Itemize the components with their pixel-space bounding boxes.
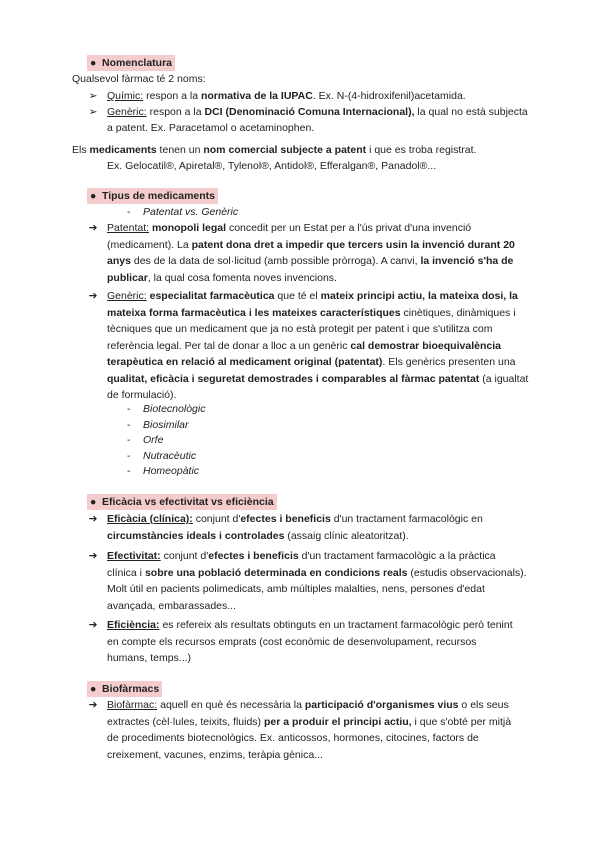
bullet-icon: ● bbox=[90, 683, 97, 695]
dash-icon: - bbox=[127, 419, 131, 431]
generic-paragraph: Genèric: especialitat farmacèutica que té el mateix principi actiu, la mateixa dosi, la mateixa forma farmacèutica i les mateixes característiques cinètiques, dinàmiques i tècniques que un medicament que ja no està protegit per patent i que s'utilitza com referència legal. Per tal de donar a lloc a un genèric cal demostrar bioequivalència terapèutica en relació al medicament original (patentat). Els genèrics presenten una qualitat, eficàcia i seguretat demostrades i comparables al fàrmac patentat (a igualtat de formulació). bbox=[107, 290, 529, 401]
tipus-subtitle: Patentat vs. Genèric bbox=[143, 206, 239, 218]
arrow-right-icon: ➔ bbox=[88, 619, 98, 631]
bullet-icon: ● bbox=[90, 190, 97, 202]
nomenclatura-intro: Qualsevol fàrmac té 2 noms: bbox=[72, 73, 206, 85]
dash-icon: - bbox=[127, 434, 131, 446]
section-heading-eficacia: ● Eficàcia vs efectivitat vs eficiència bbox=[87, 494, 277, 510]
arrow-right-icon: ➔ bbox=[88, 550, 98, 562]
list-item: Orfe bbox=[143, 434, 164, 446]
patentat-paragraph: Patentat: monopoli legal concedit per un Estat per a l'ús privat d'una invenció (medicament). La patent dona dret a impedir que tercers usin la invenció durant 20 anys des de la data de sol·licitud (amb possible pròrroga). A canvi, la invenció s'ha de publicar, la qual cosa fomenta noves invencions. bbox=[107, 222, 515, 284]
arrowhead-icon: ➢ bbox=[88, 106, 98, 118]
list-item-quimic: Químic: respon a la normativa de la IUPAC. Ex. N-(4-hidroxifenil)acetamida. bbox=[107, 90, 466, 102]
dash-icon: - bbox=[127, 465, 131, 477]
section-heading-tipus: ● Tipus de medicaments bbox=[87, 188, 218, 204]
section-heading-nomenclatura: ● Nomenclatura bbox=[87, 55, 175, 71]
medicaments-examples: Ex. Gelocatil®, Apiretal®, Tylenol®, Antidol®, Efferalgan®, Panadol®... bbox=[107, 160, 437, 172]
arrowhead-icon: ➢ bbox=[88, 90, 98, 102]
arrow-right-icon: ➔ bbox=[88, 222, 98, 234]
eficacia-paragraph: Eficàcia (clínica): conjunt d'efectes i beneficis d'un tractament farmacològic en circumstàncies ideals i controlades (assaig clínic aleatoritzat). bbox=[107, 513, 483, 542]
arrow-right-icon: ➔ bbox=[88, 513, 98, 525]
bullet-icon: ● bbox=[90, 496, 97, 508]
list-item: Biosimilar bbox=[143, 419, 189, 431]
medicaments-sentence: Els medicaments tenen un nom comercial subjecte a patent i que es troba registrat. bbox=[72, 144, 477, 156]
arrow-right-icon: ➔ bbox=[88, 699, 98, 711]
dash-icon: - bbox=[127, 403, 131, 415]
list-item: Biotecnològic bbox=[143, 403, 206, 415]
biofarmac-paragraph: Biofàrmac: aquell en què és necessària la participació d'organismes vius o els seus extractes (cèl·lules, teixits, fluids) per a produir el principi actiu, i que s'obté per mitjà de procediments biotecnològics. Ex. anticossos, hormones, citocines, factors de creixement, vacunes, enzims, teràpia gènica... bbox=[107, 699, 512, 761]
list-item: Nutracèutic bbox=[143, 450, 197, 462]
dash-icon: - bbox=[127, 450, 131, 462]
list-item-generic: Genèric: respon a la DCI (Denominació Comuna Internacional), la qual no està subjecta bbox=[107, 106, 528, 118]
list-item-generic-line2: a patent. Ex. Paracetamol o acetaminophen. bbox=[107, 122, 315, 134]
bullet-icon: ● bbox=[90, 57, 97, 69]
list-item: Homeopàtic bbox=[143, 465, 200, 477]
dash-icon: - bbox=[127, 206, 131, 218]
eficiencia-paragraph: Eficiència: es refereix als resultats obtinguts en un tractament farmacològic però tenint en compte els recursos emprats (cost econòmic de desenvolupament, recursos humans, temps...) bbox=[107, 619, 513, 664]
arrow-right-icon: ➔ bbox=[88, 290, 98, 302]
efectivitat-paragraph: Efectivitat: conjunt d'efectes i beneficis d'un tractament farmacològic a la pràctica clínica i sobre una població determinada en condicions reals (estudis observacionals). Molt útil en pacients polimedicats, amb múltiples malalties, nens, persones d'edat avançada, embarassades... bbox=[107, 550, 527, 612]
section-heading-biofarmacs: ● Biofàrmacs bbox=[87, 681, 162, 697]
